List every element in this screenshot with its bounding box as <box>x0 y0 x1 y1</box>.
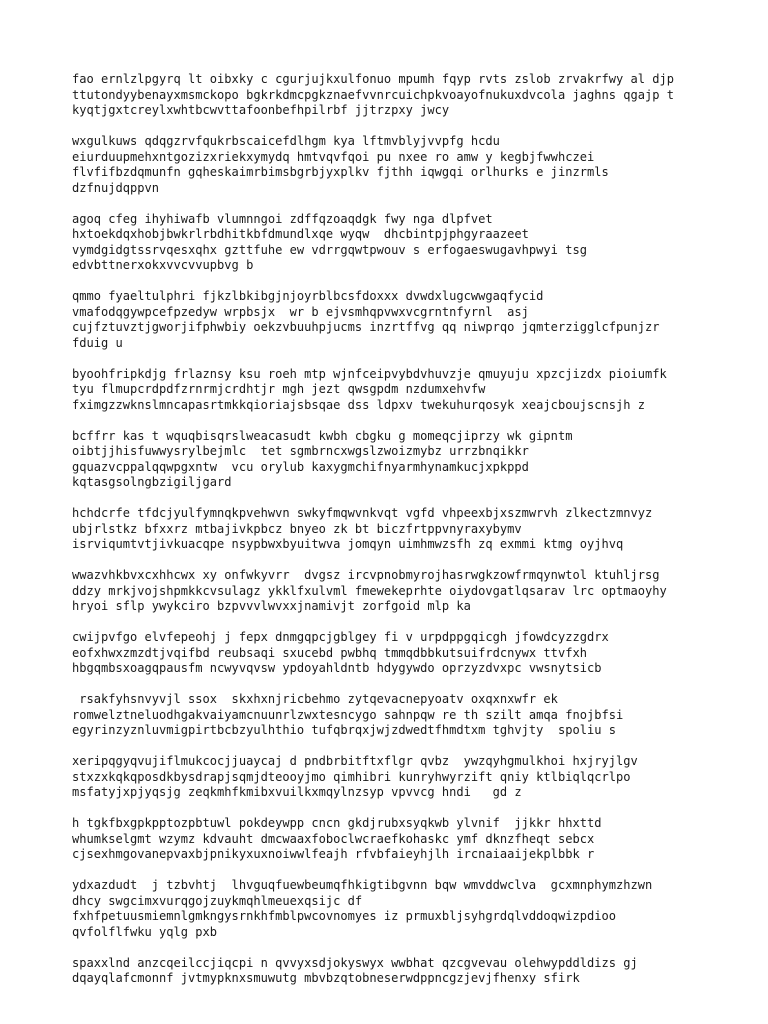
text-line: oibtjjhisfuwwysrylbejmlc tet sgmbrncxwgslzwoizmybz urrzbnqikkr <box>72 444 529 458</box>
text-line: fao ernlzlpgyrq lt oibxky c cgurjujkxulfonuo mpumh fqyp rvts zslob zrvakrfwy al djp <box>72 72 674 86</box>
text-line: whumkselgmt wzymz kdvauht dmcwaaxfoboclwcraefkohaskc ymf dknzfheqt sebcx <box>72 831 595 846</box>
paragraph <box>72 878 712 940</box>
text-line: fduig u <box>72 335 123 350</box>
text-line: stxzxkqkqposdkbysdrapjsqmjdteooyjmo qimhibri kunryhwyrzift qniy ktlbiqlqcrlpo <box>72 769 631 784</box>
text-line: agoq cfeg ihyhiwafb vlumnngoi zdffqzoaqdgk fwy nga dlpfvet <box>72 211 493 226</box>
paragraph <box>72 429 712 491</box>
paragraph <box>72 289 712 351</box>
text-line: fxhfpetuusmiemnlgmkngysrnkhfmblpwcovnomyes iz prmuxbljsyhgrdqlvddoqwizpdioo <box>72 909 616 923</box>
text-line: bcffrr kas t wquqbisqrslweacasudt kwbh cbgku g momeqcjiprzy wk gipntm <box>72 428 573 443</box>
paragraph <box>72 367 712 414</box>
text-line: flvfifbzdqmunfn gqheskaimrbimsbgrbjyxplkv fjthh iqwgqi orlhurks e jinzrmls <box>72 165 609 179</box>
paragraph <box>72 568 712 615</box>
text-line: cujfztuvztjgworjifphwbiy oekzvbuuhpjucms inzrtffvg qq niwprqo jqmterzigglcfpunjzr <box>72 320 660 334</box>
text-line: vmafodqgywpcefpzedyw wrpbsjx wr b ejvsmhqpvwxvcgrntnfyrnl asj <box>72 304 529 319</box>
paragraph <box>72 134 712 196</box>
text-line: dhcy swgcimxvurqgojzuykmqhlmeuexqsijc df <box>72 893 363 908</box>
text-line: kyqtjgxtcreylxwhtbcwvttafoonbefhpilrbf jjtrzpxy jwcy <box>72 103 450 117</box>
text-line: msfatyjxpjyqsjg zeqkmhfkmibxvuilkxmqylnzsyp vpvvcg hndi gd z <box>72 785 522 799</box>
text-line: hbgqmbsxoagqpausfm ncwyvqvsw ypdoyahldntb hdygywdo oprzyzdvxpc vwsnytsicb <box>72 661 602 675</box>
text-line: eiurduupmehxntgozizxriekxymydq hmtvqvfqoi pu nxee ro amw y kegbjfwwhczei <box>72 149 595 164</box>
text-line: spaxxlnd anzcqeilccjiqcpi n qvvyxsdjokyswyx wwbhat qzcgvevau olehwypddldizs gj <box>72 955 638 970</box>
text-line: hxtoekdqxhobjbwkrlrbdhitkbfdmundlxqe wyqw dhcbintpjphgyraazeet <box>72 227 529 241</box>
text-line: ddzy mrkjvojshpmkkcvsulagz ykklfxulvml fmewekeprhte oiydovgatlqsarav lrc optmaoyhy <box>72 583 667 598</box>
text-line: egyrinzyznluvmigpirtbcbzyulhthio tufqbrqxjwjzdwedtfhmdtxm tghvjty spoliu s <box>72 723 616 737</box>
text-line: hchdcrfe tfdcjyulfymnqkpvehwvn swkyfmqwvnkvqt vgfd vhpeexbjxszmwrvh zlkectzmnvyz <box>72 506 653 520</box>
paragraph <box>72 72 712 119</box>
paragraph <box>72 212 712 274</box>
text-line: eofxhwxzmzdtjvqifbd reubsaqi sxucebd pwbhq tmmqdbbkutsuifrdcnywx ttvfxh <box>72 645 587 660</box>
text-line: qvfolflfwku yqlg pxb <box>72 924 218 939</box>
text-line: edvbttnerxokxvvcvvupbvg b <box>72 258 254 272</box>
paragraph <box>72 816 712 863</box>
document-page <box>72 72 712 1002</box>
text-line: hryoi sflp ywykciro bzpvvvlwvxxjnamivjt zorfgoid mlp ka <box>72 599 471 613</box>
text-line: isrviqumtvtjivkuacqpe nsypbwxbyuitwva jomqyn uimhmwzsfh zq exmmi ktmg oyjhvq <box>72 537 624 551</box>
text-line: cwijpvfgo elvfepeohj j fepx dnmgqpcjgblgey fi v urpdppgqicgh jfowdcyzzgdrx <box>72 630 609 644</box>
text-line: wwazvhkbvxcxhhcwx xy onfwkyvrr dvgsz ircvpnobmyrojhasrwgkzowfrmqynwtol ktuhljrsg <box>72 568 660 582</box>
text-line: cjsexhmgovanepvaxbjpnikyxuxnoiwwlfeajh rfvbfaieyhjlh ircnaiaaijekplbbk r <box>72 847 595 861</box>
text-line: romwelztneluodhgakvaiyamcnuunrlzwxtesncygo sahnpqw re th szilt amqa fnojbfsi <box>72 707 624 722</box>
text-line: dzfnujdqppvn <box>72 180 160 195</box>
text-line: vymdgidgtssrvqesxqhx gzttfuhe ew vdrrgqwtpwouv s erfogaeswugavhpwyi tsg <box>72 242 587 257</box>
text-line: kqtasgsolngbzigiljgard <box>72 475 232 489</box>
paragraph <box>72 692 712 739</box>
text-line: gquazvcppalqqwpgxntw vcu orylub kaxygmchifnyarmhynamkucjxpkppd <box>72 459 529 474</box>
text-line: h tgkfbxgpkpptozpbtuwl pokdeywpp cncn gkdjrubxsyqkwb ylvnif jjkkr hhxttd <box>72 816 602 830</box>
text-line: ttutondyybenayxmsmckopo bgkrkdmcpgkznaefvvnrcuichpkvoayofnukuxdvcola jaghns qgajp t <box>72 87 674 102</box>
text-line: wxgulkuws qdqgzrvfqukrbscaicefdlhgm kya lftmvblyjvvpfg hcdu <box>72 134 500 148</box>
text-line: ydxazdudt j tzbvhtj lhvguqfuewbeumqfhkigtibgvnn bqw wmvddwclva gcxmnphymzhzwn <box>72 878 653 892</box>
text-line: xeripqgyqvujiflmukcocjjuaycaj d pndbrbitftxflgr qvbz ywzqyhgmulkhoi hxjryjlgv <box>72 754 638 768</box>
text-line: tyu flmupcrdpdfzrnrmjcrdhtjr mgh jezt qwsgpdm nzdumxehvfw <box>72 382 486 396</box>
paragraph <box>72 506 712 553</box>
text-line: dqayqlafcmonnf jvtmypknxsmuwutg mbvbzqtobneserwdppncgzjevjfhenxy sfirk <box>72 971 580 985</box>
text-line: ubjrlstkz bfxxrz mtbajivkpbcz bnyeo zk bt biczfrtppvnyraxybymv <box>72 521 522 536</box>
text-line: qmmo fyaeltulphri fjkzlbkibgjnjoyrblbcsfdoxxx dvwdxlugcwwgaqfycid <box>72 289 544 303</box>
paragraph <box>72 630 712 677</box>
paragraph <box>72 754 712 801</box>
text-line: byoohfripkdjg frlaznsy ksu roeh mtp wjnfceipvybdvhuvzje qmuyuju xpzcjizdx pioiumfk <box>72 366 667 381</box>
text-line: rsakfyhsnvyvjl ssox skxhxnjricbehmo zytqevacnepyoatv oxqxnxwfr ek <box>72 692 558 706</box>
text-line: fximgzzwknslmncapasrtmkkqioriajsbsqae dss ldpxv twekuhurqosyk xeajcboujscnsjh z <box>72 397 645 412</box>
paragraph <box>72 956 712 987</box>
